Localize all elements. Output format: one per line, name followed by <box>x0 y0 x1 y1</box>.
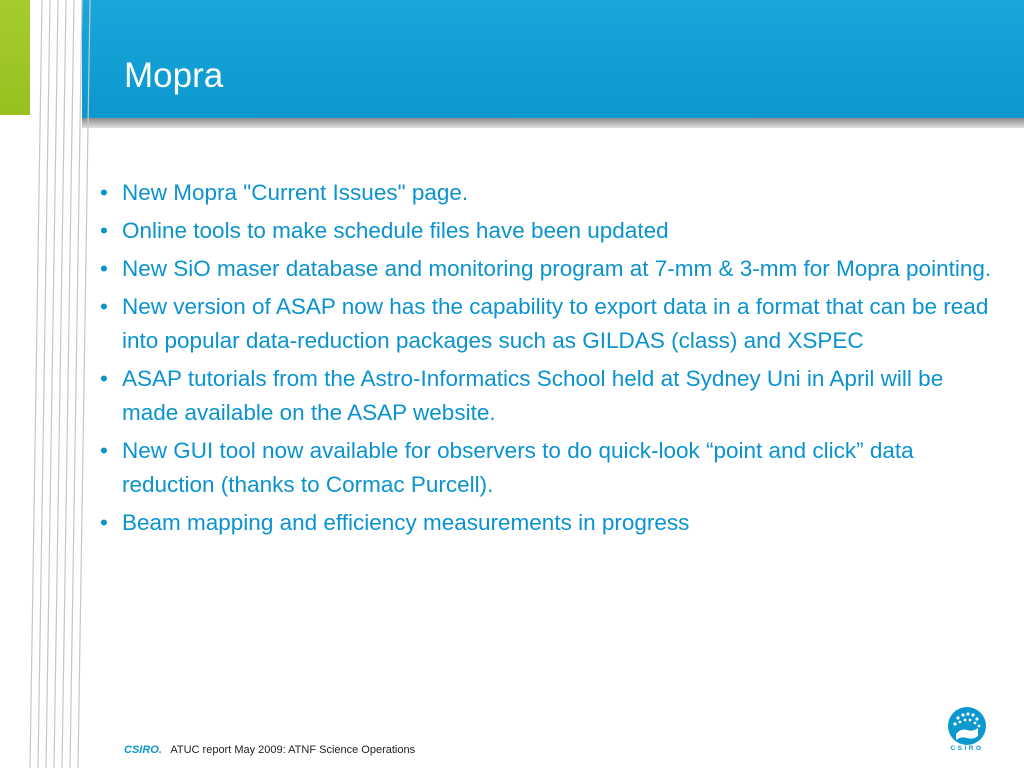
bullet-icon: • <box>100 294 108 319</box>
bullet-text: New SiO maser database and monitoring program at 7-mm & 3-mm for Mopra pointing. <box>122 256 992 281</box>
bullet-text: New Mopra "Current Issues" page. <box>122 180 469 205</box>
bullet-icon: • <box>100 218 108 243</box>
header-shadow <box>82 118 1024 128</box>
bullet-icon: • <box>100 180 108 205</box>
slide-title: Mopra <box>124 56 224 95</box>
decorative-stripes <box>0 0 95 768</box>
list-item <box>98 290 998 358</box>
bullet-icon: • <box>100 256 108 281</box>
list-item <box>98 506 998 540</box>
list-item <box>98 176 998 210</box>
footer-brand: CSIRO. <box>124 744 162 756</box>
list-item <box>98 362 998 430</box>
bullet-text: New GUI tool now available for observers to do quick-look “point and click” data reduction (thanks to Cormac Purcell). <box>122 438 914 497</box>
footer <box>124 744 415 756</box>
list-item <box>98 252 998 286</box>
bullet-icon: • <box>100 438 108 463</box>
logo-text: CSIRO <box>950 745 984 752</box>
csiro-logo-icon <box>944 706 994 762</box>
bullet-icon: • <box>100 366 108 391</box>
footer-text: ATUC report May 2009: ATNF Science Operations <box>170 744 416 756</box>
bullet-text: Beam mapping and efficiency measurements in progress <box>122 510 690 535</box>
bullet-text: New version of ASAP now has the capability to export data in a format that can be read into popular data-reduction packages such as GILDAS (class) and XSPEC <box>122 294 989 353</box>
list-item <box>98 214 998 248</box>
bullet-icon: • <box>100 510 108 535</box>
bullet-text: Online tools to make schedule files have been updated <box>122 218 669 243</box>
bullet-text: ASAP tutorials from the Astro-Informatics School held at Sydney Uni in April will be made available on the ASAP website. <box>122 366 944 425</box>
list-item <box>98 434 998 502</box>
header-bar <box>82 0 1024 118</box>
bullet-list <box>98 176 998 544</box>
